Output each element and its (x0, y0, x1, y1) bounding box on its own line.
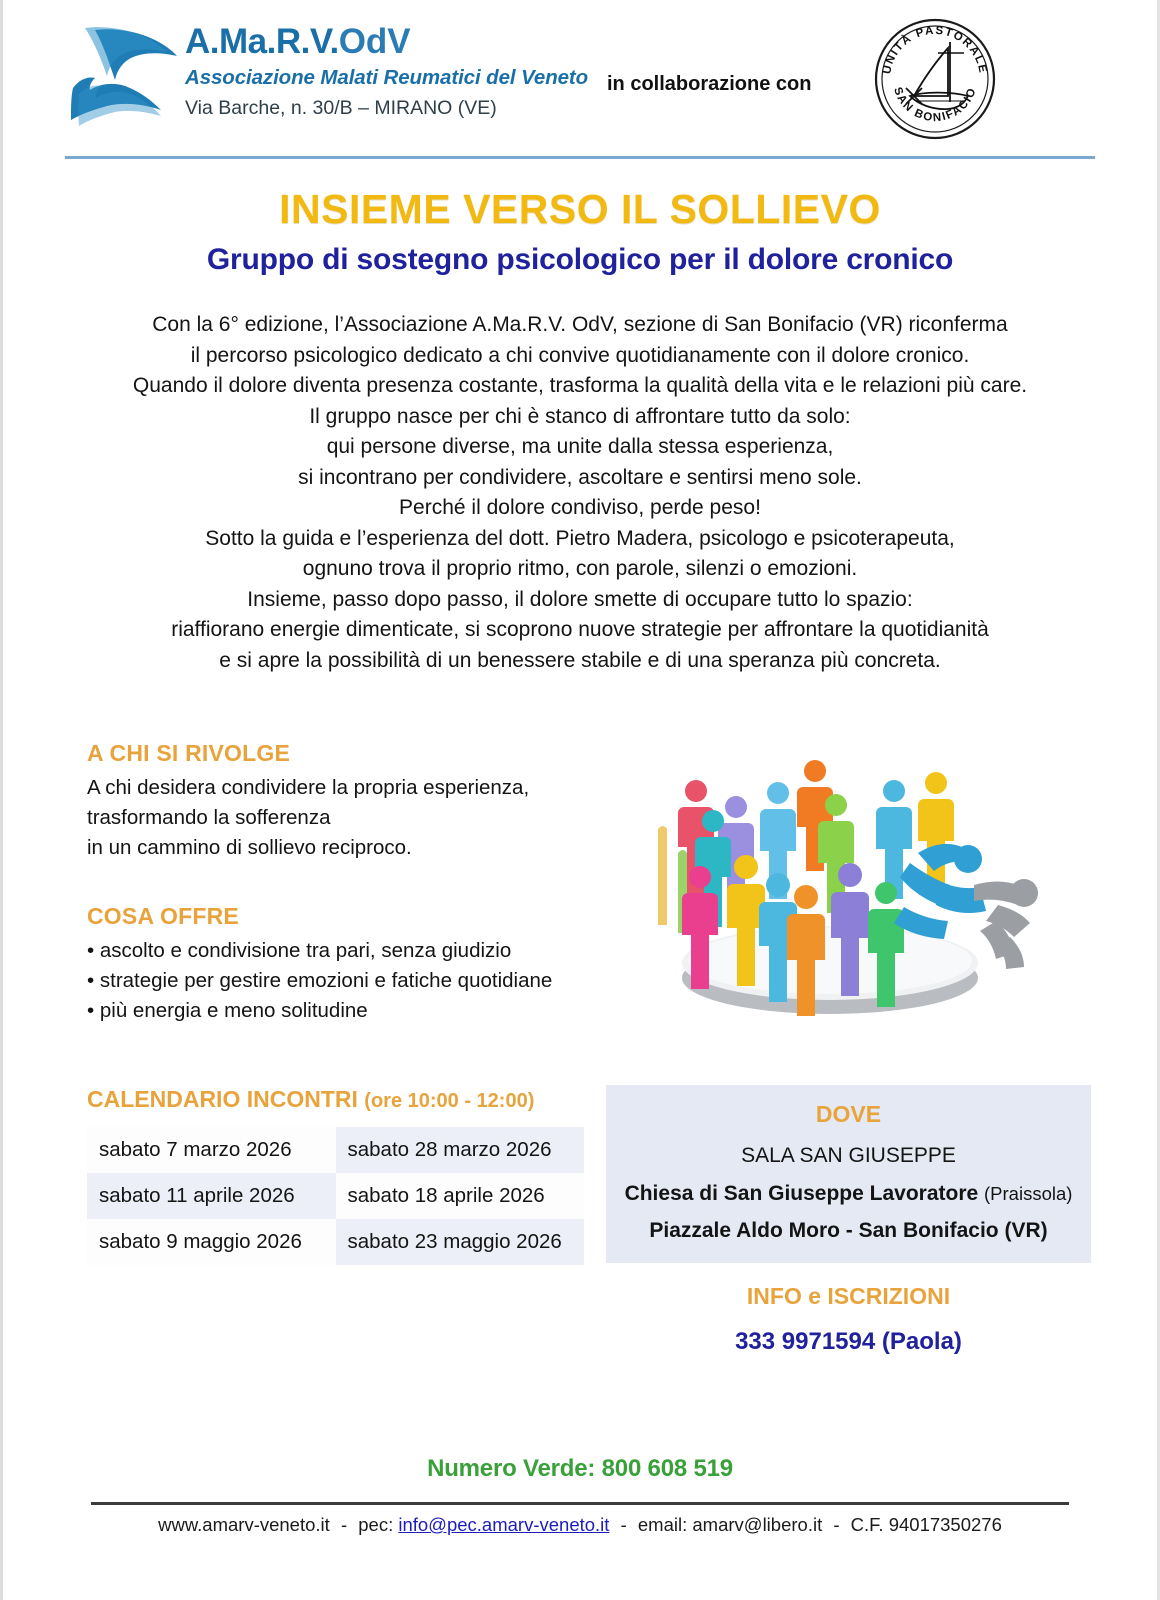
calendar-date-cell: sabato 18 aprile 2026 (336, 1173, 585, 1219)
org-suffix: OdV (338, 22, 411, 61)
footer-pec-address[interactable]: info@pec.amarv-veneto.it (398, 1514, 610, 1535)
offers-item: • strategie per gestire emozioni e fatiche quotidiane (87, 969, 553, 992)
body-line: Con la 6° edizione, l’Associazione A.Ma.R.V. OdV, sezione di San Bonifacio (VR) riconferma (152, 313, 1008, 336)
info-section (606, 1283, 1091, 1356)
footer-pec-label: pec: (358, 1514, 394, 1535)
svg-text:UNITÀ PASTORALE: UNITÀ PASTORALE (881, 24, 989, 76)
footer-contacts (3, 1514, 1157, 1536)
header-divider (65, 156, 1095, 159)
table-row (87, 1127, 584, 1173)
audience-section (87, 740, 607, 863)
calendar-table (87, 1127, 584, 1265)
footer-divider (91, 1502, 1069, 1505)
calendar-heading (87, 1086, 587, 1113)
org-name-line (185, 24, 588, 59)
body-line: Sotto la guida e l’esperienza del dott. Pietro Madera, psicologo e psicoterapeuta, (205, 526, 955, 550)
info-phone[interactable]: 333 9971594 (Paola) (735, 1328, 962, 1355)
body-line: Quando il dolore diventa presenza costante, trasforma la qualità della vita e le relazioni più care. (132, 374, 1028, 397)
footer-separator: - (620, 1514, 627, 1535)
table-row (87, 1173, 584, 1219)
poster-title: INSIEME VERSO IL SOLLIEVO (279, 186, 881, 232)
body-line: Perché il dolore condiviso, perde peso! (399, 496, 761, 519)
audience-line: A chi desidera condividere la propria esperienza, (87, 776, 530, 799)
venue-church-name: Chiesa di San Giuseppe Lavoratore (624, 1182, 979, 1205)
calendar-date-cell: sabato 23 maggio 2026 (336, 1219, 585, 1265)
body-line: si incontrano per condividere, ascoltare e sentirsi meno sole. (298, 465, 862, 489)
footer-email-label: email: (637, 1514, 688, 1535)
venue-heading: DOVE (815, 1101, 882, 1127)
info-heading: INFO e ISCRIZIONI (746, 1283, 951, 1309)
calendar-date-cell: sabato 7 marzo 2026 (87, 1127, 336, 1173)
org-full-name: Associazione Malati Reumatici del Veneto (185, 66, 589, 89)
calendar-date-cell: sabato 28 marzo 2026 (336, 1127, 585, 1173)
body-line: Il gruppo nasce per chi è stanco di affrontare tutto da solo: (309, 404, 851, 428)
calendar-date-cell: sabato 9 maggio 2026 (87, 1219, 336, 1265)
offers-section (87, 903, 607, 1026)
org-identity (185, 24, 588, 120)
venue-panel (606, 1085, 1091, 1263)
calendar-heading-text: CALENDARIO INCONTRI (87, 1086, 358, 1112)
offers-item: • più energia e meno solitudine (87, 999, 368, 1022)
body-line: e si apre la possibilità di un benessere stabile e di una speranza più concreta. (219, 648, 941, 672)
calendar-hours: (ore 10:00 - 12:00) (364, 1090, 535, 1112)
venue-church (616, 1182, 1081, 1206)
amarv-bird-wave-logo-icon (65, 22, 183, 132)
footer-email-address[interactable]: amarv@libero.it (692, 1514, 823, 1535)
group-of-people-on-disc-illustration-icon (618, 735, 1048, 1020)
body-line: ognuno trova il proprio ritmo, con parole, silenzi o emozioni. (302, 557, 858, 580)
pastoral-unit-seal-icon (872, 16, 998, 142)
footer-separator: - (833, 1514, 840, 1535)
offers-item: • ascolto e condivisione tra pari, senza giudizio (87, 939, 512, 962)
audience-body (87, 773, 607, 863)
audience-line: trasformando la sofferenza (87, 806, 331, 829)
body-line: il percorso psicologico dedicato a chi convive quotidianamente con il dolore cronico. (190, 343, 970, 367)
body-line: Insieme, passo dopo passo, il dolore smette di occupare tutto lo spazio: (247, 587, 913, 611)
body-line: riaffiorano energie dimenticate, si scoprono nuove strategie per affrontare la quotidianità (171, 618, 989, 641)
venue-church-note: (Praissola) (984, 1183, 1073, 1204)
body-line: qui persone diverse, ma unite dalla stessa esperienza, (326, 435, 834, 458)
footer-website[interactable]: www.amarv-veneto.it (158, 1514, 330, 1535)
audience-heading: A CHI SI RIVOLGE (87, 740, 290, 766)
calendar-date-cell: sabato 11 aprile 2026 (87, 1173, 336, 1219)
audience-line: in un cammino di sollievo reciproco. (87, 836, 412, 859)
poster-subtitle: Gruppo di sostegno psicologico per il dolore cronico (206, 243, 954, 276)
org-name: A.Ma.R.V. (185, 22, 339, 61)
org-address: Via Barche, n. 30/B – MIRANO (VE) (185, 97, 497, 119)
toll-free-number: Numero Verde: 800 608 519 (427, 1455, 733, 1482)
offers-list (87, 936, 607, 1026)
poster-body (73, 310, 1087, 676)
venue-address: Piazzale Aldo Moro - San Bonifacio (VR) (649, 1219, 1048, 1242)
collaboration-label: in collaborazione con (607, 73, 812, 95)
offers-heading: COSA OFFRE (87, 903, 239, 929)
svg-text:SAN BONIFACIO: SAN BONIFACIO (891, 85, 979, 125)
venue-room: SALA SAN GIUSEPPE (741, 1144, 956, 1167)
table-row (87, 1219, 584, 1265)
footer-tax-code: C.F. 94017350276 (850, 1514, 1002, 1535)
poster-header (3, 0, 1157, 160)
footer-separator: - (340, 1514, 348, 1535)
calendar-section (87, 1086, 587, 1265)
